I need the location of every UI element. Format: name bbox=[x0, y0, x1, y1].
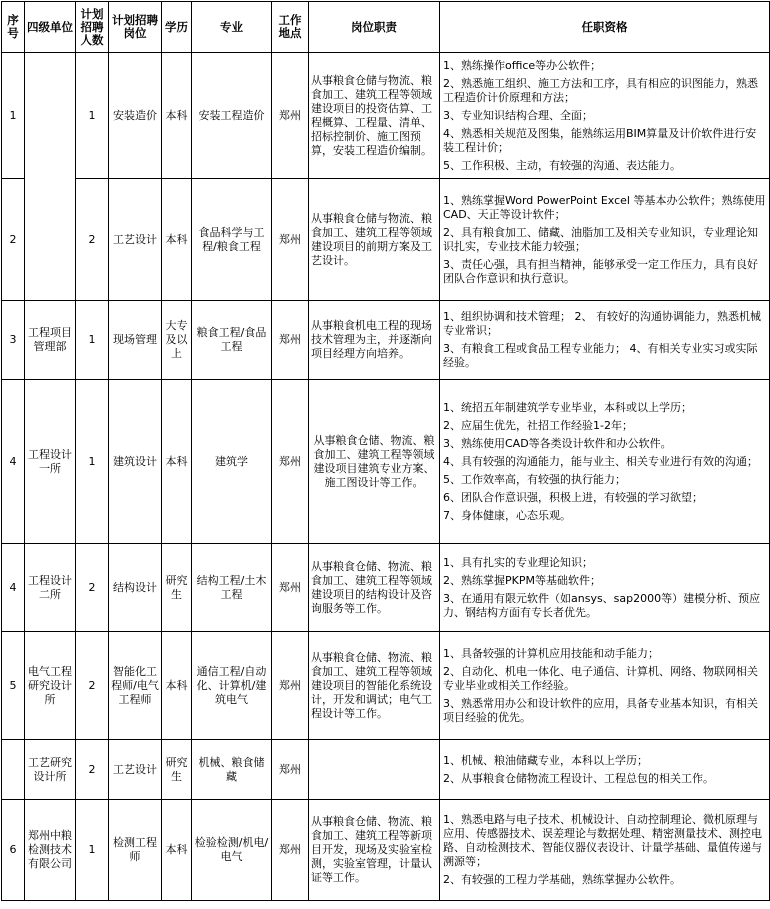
cell-place: 郑州 bbox=[272, 53, 309, 179]
cell-place: 郑州 bbox=[272, 544, 309, 632]
cell-edu: 本科 bbox=[162, 632, 192, 740]
cell-duty: 从事粮食仓储、物流、粮食加工、建筑工程等新项目开发，现场及实验室检测，实验室管理，计量认证等工作。 bbox=[309, 800, 440, 901]
req-line: 2、有较强的工程力学基础，熟练掌握办公软件。 bbox=[443, 873, 681, 886]
cell-no: 1 bbox=[2, 53, 25, 179]
req-line: 3、熟练使用CAD等各类设计软件和办公软件。 bbox=[443, 436, 672, 450]
cell-post: 检测工程师 bbox=[109, 800, 162, 901]
cell-major: 粮食工程/食品工程 bbox=[192, 301, 272, 380]
cell-req bbox=[440, 632, 770, 740]
cell-post: 工艺设计 bbox=[109, 179, 162, 301]
header-major: 专业 bbox=[192, 2, 272, 53]
cell-no: 2 bbox=[2, 179, 25, 301]
header-edu: 学历 bbox=[162, 2, 192, 53]
cell-major: 通信工程/自动化、计算机/建筑电气 bbox=[192, 632, 272, 740]
cell-req bbox=[440, 301, 770, 380]
req-line: 5、工作效率高，有较强的执行能力； bbox=[443, 472, 626, 486]
cell-place: 郑州 bbox=[272, 179, 309, 301]
cell-edu: 本科 bbox=[162, 179, 192, 301]
cell-count: 2 bbox=[76, 632, 109, 740]
table-row bbox=[2, 380, 770, 544]
header-duty: 岗位职责 bbox=[309, 2, 440, 53]
req-line: 1、熟悉电路与电子技术、机械设计、自动控制理论、微机原理与应用、传感器技术、误差理论与数据处理、精密测量技术、测控电路、自动检测技术、智能仪器仪表设计、计量学基础、量值传递与溯源等； bbox=[443, 813, 762, 868]
req-line: 2、应届生优先，社招工作经验1-2年； bbox=[443, 418, 633, 432]
req-line: 5、工作积极、主动，有较强的沟通、表达能力。 bbox=[443, 158, 681, 172]
req-line: 1、组织协调和技术管理； 2、 有较好的沟通协调能力，熟悉机械专业常识； bbox=[443, 310, 761, 337]
req-line: 3、熟悉常用办公和设计软件的应用，具备专业基本知识，有相关项目经验的优先。 bbox=[443, 696, 758, 724]
cell-duty: 从事粮食仓储与物流、粮食加工、建筑工程等领域建设项目的投资估算、工程概算、工程量、清单、招标控制价、施工图预算，安装工程造价编制。 bbox=[309, 53, 440, 179]
req-line: 1、机械、粮油储藏专业，本科以上学历； bbox=[443, 753, 648, 767]
req-line: 3、有粮食工程或食品工程专业能力； 4、有相关专业实习或实际经验。 bbox=[443, 342, 758, 369]
cell-req bbox=[440, 380, 770, 544]
cell-count: 2 bbox=[76, 544, 109, 632]
req-line: 1、统招五年制建筑学专业毕业，本科或以上学历； bbox=[443, 400, 692, 414]
cell-unit: 工程项目管理部 bbox=[25, 301, 76, 380]
cell-duty bbox=[309, 740, 440, 800]
header-no: 序号 bbox=[2, 2, 25, 53]
cell-duty: 从事粮食仓储、物流、粮食加工、建筑工程等领域建设项目建筑专业方案、施工图设计等工作。 bbox=[309, 380, 440, 544]
table-row bbox=[2, 179, 770, 301]
req-line: 6、团队合作意识强，积极上进，有较强的学习欲望； bbox=[443, 490, 703, 504]
req-line: 2、熟悉施工组织、施工方法和工序，具有相应的识图能力，熟悉工程造价计价原理和方法； bbox=[443, 76, 758, 104]
cell-no: 6 bbox=[2, 800, 25, 901]
cell-no: 5 bbox=[2, 632, 25, 740]
table-row bbox=[2, 740, 770, 800]
table-row bbox=[2, 53, 770, 179]
req-line: 1、熟练操作office等办公软件； bbox=[443, 58, 602, 72]
req-line: 4、具有较强的沟通能力，能与业主、相关专业进行有效的沟通； bbox=[443, 454, 758, 468]
cell-major: 检验检测/机电/电气 bbox=[192, 800, 272, 901]
cell-duty: 从事粮食机电工程的现场技术管理为主，并逐渐向项目经理方向培养。 bbox=[309, 301, 440, 380]
cell-count: 1 bbox=[76, 301, 109, 380]
req-line: 3、责任心强，具有担当精神，能够承受一定工作压力，具有良好团队合作意识和执行意识。 bbox=[443, 257, 758, 285]
cell-count: 1 bbox=[76, 380, 109, 544]
cell-post: 智能化工程师/电气工程师 bbox=[109, 632, 162, 740]
cell-edu: 本科 bbox=[162, 53, 192, 179]
cell-edu: 大专及以上 bbox=[162, 301, 192, 380]
header-post: 计划招聘岗位 bbox=[109, 2, 162, 53]
cell-major: 安装工程造价 bbox=[192, 53, 272, 179]
cell-place: 郑州 bbox=[272, 380, 309, 544]
cell-count: 1 bbox=[76, 53, 109, 179]
cell-req bbox=[440, 800, 770, 901]
req-line: 2、具有粮食加工、储藏、油脂加工及相关专业知识，专业理论知识扎实，专业技术能力较强； bbox=[443, 225, 758, 253]
table-row bbox=[2, 544, 770, 632]
cell-no: 4 bbox=[2, 544, 25, 632]
cell-count: 1 bbox=[76, 800, 109, 901]
cell-major: 建筑学 bbox=[192, 380, 272, 544]
cell-count: 2 bbox=[76, 740, 109, 800]
cell-duty: 从事粮食仓储、物流、粮食加工、建筑工程等领域建设项目的智能化系统设计，开发和调试；电气工程设计等工作。 bbox=[309, 632, 440, 740]
table-row bbox=[2, 632, 770, 740]
header-count: 计划招聘人数 bbox=[76, 2, 109, 53]
header-place: 工作地点 bbox=[272, 2, 309, 53]
cell-major: 机械、粮食储藏 bbox=[192, 740, 272, 800]
table-row bbox=[2, 800, 770, 901]
req-line: 1、具备较强的计算机应用技能和动手能力； bbox=[443, 646, 659, 660]
cell-edu: 研究生 bbox=[162, 740, 192, 800]
cell-edu: 研究生 bbox=[162, 544, 192, 632]
header-unit: 四级单位 bbox=[25, 2, 76, 53]
cell-unit: 工程设计二所 bbox=[25, 544, 76, 632]
cell-no: 4 bbox=[2, 380, 25, 544]
cell-unit: 工艺研究设计所 bbox=[25, 740, 76, 800]
cell-post: 建筑设计 bbox=[109, 380, 162, 544]
cell-place: 郑州 bbox=[272, 740, 309, 800]
cell-req bbox=[440, 179, 770, 301]
req-line: 7、身体健康，心态乐观。 bbox=[443, 508, 571, 522]
header-req: 任职资格 bbox=[440, 2, 770, 53]
req-line: 1、具有扎实的专业理论知识； bbox=[443, 555, 593, 569]
cell-no bbox=[2, 740, 25, 800]
cell-place: 郑州 bbox=[272, 632, 309, 740]
cell-unit: 电气工程研究设计所 bbox=[25, 632, 76, 740]
header-row bbox=[2, 2, 770, 53]
req-line: 3、专业知识结构合理、全面； bbox=[443, 108, 593, 122]
cell-post: 工艺设计 bbox=[109, 740, 162, 800]
cell-no: 3 bbox=[2, 301, 25, 380]
req-line: 2、自动化、机电一体化、电子通信、计算机、网络、物联网相关专业毕业或相关工作经验。 bbox=[443, 664, 758, 692]
cell-req bbox=[440, 53, 770, 179]
cell-count: 2 bbox=[76, 179, 109, 301]
cell-req bbox=[440, 544, 770, 632]
cell-post: 结构设计 bbox=[109, 544, 162, 632]
table-row bbox=[2, 301, 770, 380]
cell-edu: 本科 bbox=[162, 800, 192, 901]
cell-post: 现场管理 bbox=[109, 301, 162, 380]
cell-post: 安装造价 bbox=[109, 53, 162, 179]
req-line: 2、熟练掌握PKPM等基础软件； bbox=[443, 573, 601, 587]
cell-unit: 工程设计一所 bbox=[25, 380, 76, 544]
cell-duty: 从事粮食仓储、物流、粮食加工、建筑工程等领域建设项目的结构设计及咨询服务等工作。 bbox=[309, 544, 440, 632]
recruitment-table bbox=[1, 1, 770, 901]
cell-major: 食品科学与工程/粮食工程 bbox=[192, 179, 272, 301]
req-line: 1、熟练掌握Word PowerPoint Excel 等基本办公软件；熟练使用CAD、天正等设计软件； bbox=[443, 193, 766, 221]
req-line: 2、从事粮食仓储物流工程设计、工程总包的相关工作。 bbox=[443, 771, 714, 785]
cell-major: 结构工程/土木工程 bbox=[192, 544, 272, 632]
cell-place: 郑州 bbox=[272, 800, 309, 901]
cell-unit: 郑州中粮检测技术有限公司 bbox=[25, 800, 76, 901]
cell-place: 郑州 bbox=[272, 301, 309, 380]
req-line: 4、熟悉相关规范及图集，能熟练运用BIM算量及计价软件进行安装工程计价； bbox=[443, 126, 757, 154]
cell-unit bbox=[25, 53, 76, 301]
cell-edu: 本科 bbox=[162, 380, 192, 544]
cell-req bbox=[440, 740, 770, 800]
cell-duty: 从事粮食仓储与物流、粮食加工、建筑工程等领域建设项目的前期方案及工艺设计。 bbox=[309, 179, 440, 301]
req-line: 3、在通用有限元软件（如ansys、sap2000等）建模分析、预应力、钢结构方面有专长者优先。 bbox=[443, 591, 761, 619]
